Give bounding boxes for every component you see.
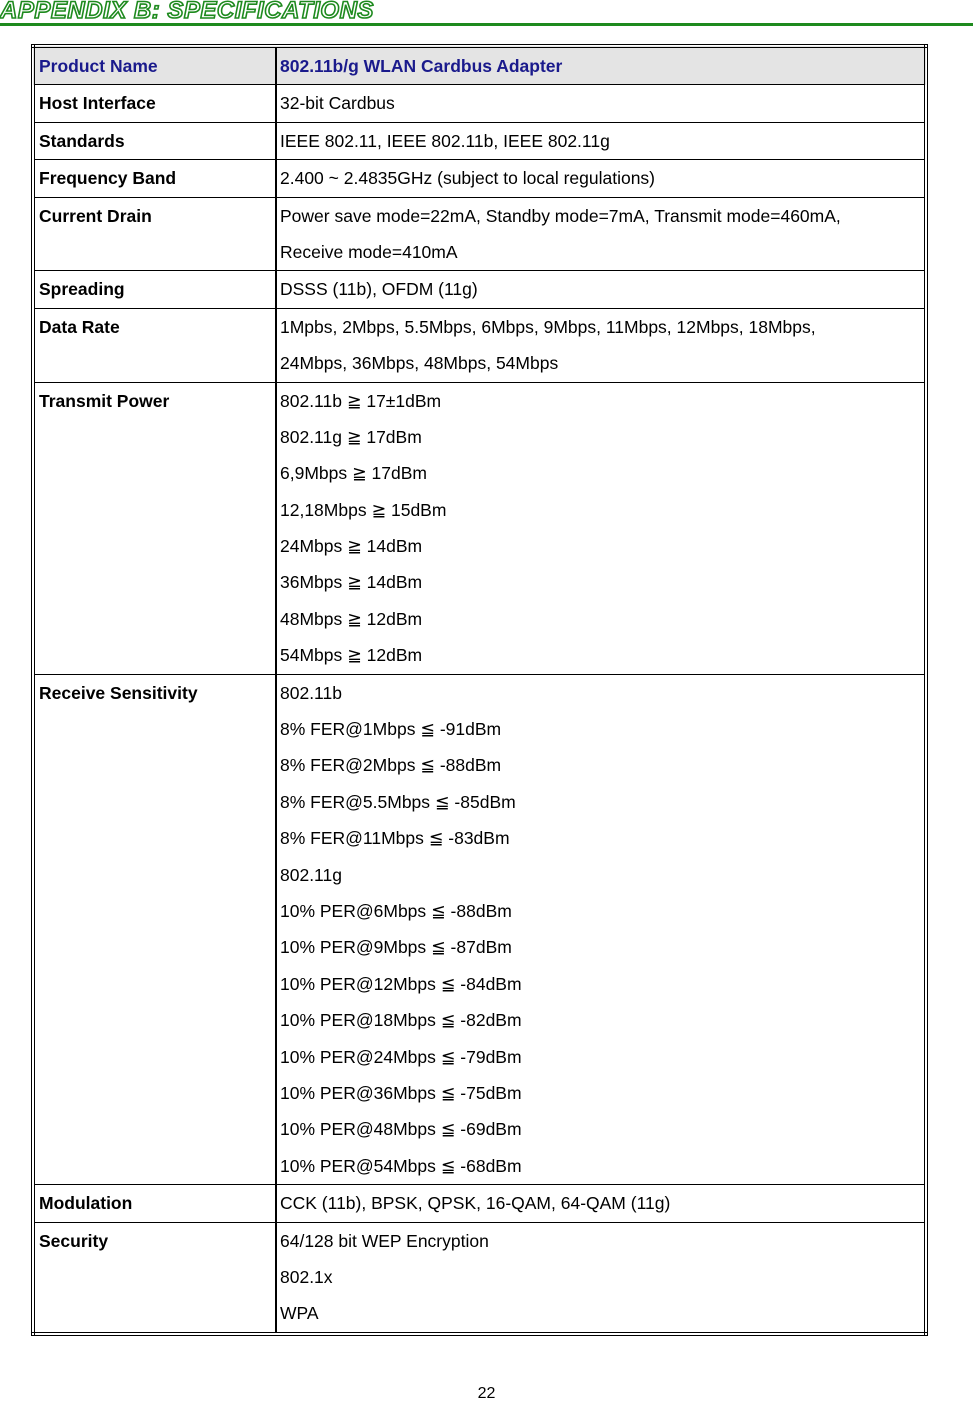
spec-value-line: 10% PER@36Mbps ≦ -75dBm [280, 1082, 522, 1103]
spec-label: Transmit Power [39, 390, 170, 411]
spec-value-line: 10% PER@48Mbps ≦ -69dBm [280, 1119, 522, 1140]
spec-label: Standards [39, 130, 125, 151]
spec-value-line: 1Mpbs, 2Mbps, 5.5Mbps, 6Mbps, 9Mbps, 11Mbps, 12Mbps, 18Mbps, [280, 316, 816, 337]
spec-value-line: 802.1x [280, 1266, 333, 1287]
spec-value-line: CCK (11b), BPSK, QPSK, 16-QAM, 64-QAM (11g) [280, 1193, 671, 1214]
spec-label-cell [33, 674, 276, 1184]
spec-value-cell [276, 122, 926, 159]
spec-value-line: 8% FER@5.5Mbps ≦ -85dBm [280, 791, 516, 812]
spec-value-line: 802.11b/g WLAN Cardbus Adapter [280, 56, 563, 76]
table-row [33, 674, 926, 1184]
table-row [33, 122, 926, 159]
spec-value-line: IEEE 802.11, IEEE 802.11b, IEEE 802.11g [280, 130, 610, 151]
spec-label: Modulation [39, 1193, 133, 1214]
spec-label: Spreading [39, 279, 125, 300]
spec-value-line: 8% FER@11Mbps ≦ -83dBm [280, 828, 510, 849]
spec-value-cell [276, 85, 926, 122]
spec-value-line: DSSS (11b), OFDM (11g) [280, 279, 478, 300]
spec-value-cell [276, 271, 926, 308]
table-row [33, 271, 926, 308]
spec-value-line: 8% FER@1Mbps ≦ -91dBm [280, 719, 502, 740]
page-number: 22 [477, 1385, 496, 1402]
spec-value-line: 32-bit Cardbus [280, 93, 395, 114]
spec-value-line: 36Mbps ≧ 14dBm [280, 572, 423, 593]
spec-value-line: 54Mbps ≧ 12dBm [280, 645, 423, 666]
spec-value-line: 802.11g [280, 864, 342, 885]
spec-label-cell [33, 271, 276, 308]
spec-label-cell [33, 160, 276, 197]
spec-value-line: 10% PER@54Mbps ≦ -68dBm [280, 1155, 522, 1176]
table-row [33, 1185, 926, 1222]
spec-label-cell [33, 122, 276, 159]
spec-value-line: 10% PER@18Mbps ≦ -82dBm [280, 1010, 522, 1031]
spec-value-line: 24Mbps ≧ 14dBm [280, 536, 423, 557]
spec-value-line: Receive mode=410mA [280, 241, 458, 262]
spec-label-cell [33, 1222, 276, 1334]
heading-text: APPENDIX B: SPECIFICATIONS [0, 0, 374, 24]
spec-label-cell [33, 85, 276, 122]
spec-value-line: 802.11b ≧ 17±1dBm [280, 390, 442, 411]
spec-label: Receive Sensitivity [39, 682, 198, 703]
specifications-table [31, 44, 928, 1336]
table-row [33, 308, 926, 382]
spec-value-cell [276, 308, 926, 382]
spec-label: Host Interface [39, 93, 156, 114]
spec-value-line: 10% PER@12Mbps ≦ -84dBm [280, 973, 522, 994]
spec-label: Current Drain [39, 205, 152, 226]
spec-value-cell [276, 197, 926, 271]
spec-value-line: 10% PER@6Mbps ≦ -88dBm [280, 900, 512, 921]
spec-label: Frequency Band [39, 168, 177, 189]
table-row [33, 197, 926, 271]
spec-value-line: Power save mode=22mA, Standby mode=7mA, Transmit mode=460mA, [280, 205, 841, 226]
spec-value-line: WPA [280, 1303, 319, 1324]
spec-value-cell [276, 1185, 926, 1222]
spec-value-cell [276, 1222, 926, 1334]
spec-value-line: 12,18Mbps ≧ 15dBm [280, 499, 447, 520]
spec-value-line: 10% PER@24Mbps ≦ -79dBm [280, 1046, 522, 1067]
spec-label-cell [33, 1185, 276, 1222]
spec-label-cell [33, 197, 276, 271]
spec-value-cell [276, 160, 926, 197]
table-header-row [33, 46, 926, 85]
spec-value-cell [276, 674, 926, 1184]
appendix-heading [0, 0, 973, 26]
spec-value-line: 10% PER@9Mbps ≦ -87dBm [280, 937, 512, 958]
spec-label: Security [39, 1230, 109, 1251]
spec-label: Data Rate [39, 316, 120, 337]
spec-value-cell [276, 382, 926, 674]
spec-label-cell [33, 308, 276, 382]
spec-value-line: 6,9Mbps ≧ 17dBm [280, 463, 427, 484]
table-row [33, 1222, 926, 1334]
spec-label-cell [33, 46, 276, 85]
spec-label-cell [33, 382, 276, 674]
table-row [33, 382, 926, 674]
spec-value-line: 802.11g ≧ 17dBm [280, 426, 422, 447]
spec-value-line: 48Mbps ≧ 12dBm [280, 608, 423, 629]
spec-value-line: 24Mbps, 36Mbps, 48Mbps, 54Mbps [280, 353, 559, 374]
spec-label: Product Name [39, 56, 158, 76]
spec-value-cell [276, 46, 926, 85]
spec-value-line: 8% FER@2Mbps ≦ -88dBm [280, 755, 502, 776]
table-row [33, 160, 926, 197]
spec-value-line: 2.400 ~ 2.4835GHz (subject to local regulations) [280, 168, 656, 189]
table-row [33, 85, 926, 122]
spec-value-line: 64/128 bit WEP Encryption [280, 1230, 489, 1251]
spec-value-line: 802.11b [280, 682, 342, 703]
